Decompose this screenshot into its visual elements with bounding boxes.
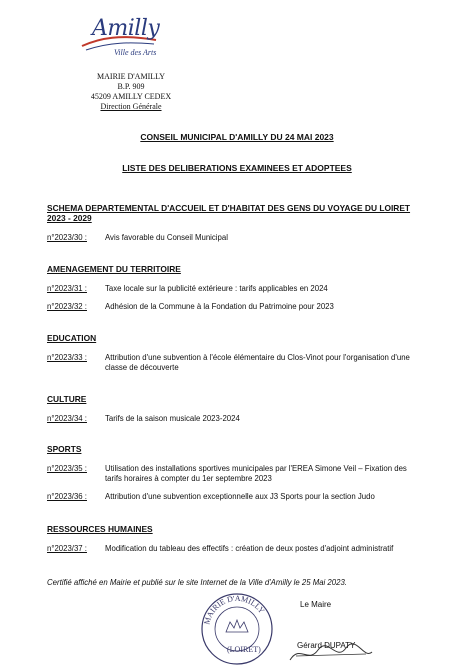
section-amenagement: [47, 264, 417, 312]
section-gens-du-voyage: [47, 203, 417, 243]
deliberation-item: [47, 544, 417, 554]
logo-word: Amilly: [92, 16, 160, 41]
deliberation-item: [47, 233, 417, 243]
deliberation-item: [47, 302, 417, 312]
section-heading: SCHEMA DEPARTEMENTAL D'ACCUEIL ET D'HABITAT DES GENS DU VOYAGE DU LOIRET 2023 - 2029: [47, 203, 411, 223]
document-title: CONSEIL MUNICIPAL D'AMILLY DU 24 MAI 2023: [140, 132, 334, 142]
deliberation-number: n°2023/32 :: [47, 302, 87, 311]
deliberation-text: Modification du tableau des effectifs : création de deux postes d'adjoint administratif: [105, 544, 394, 553]
deliberation-text: Attribution d'une subvention exceptionnelle aux J3 Sports pour la section Judo: [105, 492, 375, 501]
deliberation-text: Utilisation des installations sportives municipales par l'EREA Simone Veil – Fixation des tarifs horaires à compter du 1er septembre 2023: [105, 464, 407, 483]
deliberation-number: n°2023/30 :: [47, 233, 87, 242]
svg-text:MAIRIE D'AMILLY: [202, 594, 266, 626]
seal-text: MAIRIE D'AMILLY: [202, 593, 267, 626]
address-line: 45209 AMILLY CEDEX: [90, 92, 172, 101]
deliberation-text: Adhésion de la Commune à la Fondation du Patrimoine pour 2023: [105, 302, 334, 311]
deliberation-number: n°2023/36 :: [47, 492, 87, 501]
amilly-logo: [80, 12, 160, 64]
certification-note: Certifié affiché en Mairie et publié sur le site Internet de la Ville d'Amilly le 25 Mai 2023.: [47, 578, 347, 587]
logo-subtitle: Ville des Arts: [114, 48, 157, 57]
section-heading: SPORTS: [47, 444, 82, 454]
deliberation-text: Avis favorable du Conseil Municipal: [105, 233, 228, 242]
deliberation-number: n°2023/35 :: [47, 464, 87, 473]
address-block: [86, 72, 176, 112]
deliberation-item: [47, 353, 417, 373]
deliberation-text: Tarifs de la saison musicale 2023-2024: [105, 414, 240, 423]
address-line: B.P. 909: [117, 82, 145, 91]
seal-bottom-text: (LOIRET): [227, 645, 261, 654]
signatory-role: Le Maire: [300, 600, 332, 609]
address-line: MAIRIE D'AMILLY: [97, 72, 165, 81]
deliberation-text: Attribution d'une subvention à l'école élémentaire du Clos-Vinot pour l'organisation d'une classe de découverte: [105, 353, 410, 372]
section-heading: EDUCATION: [47, 333, 97, 343]
section-heading: AMENAGEMENT DU TERRITOIRE: [47, 264, 181, 274]
section-heading: CULTURE: [47, 394, 87, 404]
section-heading: RESSOURCES HUMAINES: [47, 524, 153, 534]
deliberation-item: [47, 284, 417, 294]
deliberation-text: Taxe locale sur la publicité extérieure : tarifs applicables en 2024: [105, 284, 328, 293]
deliberation-item: [47, 492, 417, 502]
deliberation-number: n°2023/31 :: [47, 284, 87, 293]
address-department: Direction Générale: [100, 102, 162, 111]
section-ressources-humaines: [47, 524, 417, 554]
deliberation-number: n°2023/33 :: [47, 353, 87, 362]
official-seal-icon: [200, 592, 274, 666]
section-education: [47, 333, 417, 373]
section-sports: [47, 444, 417, 502]
deliberation-item: [47, 414, 417, 424]
document-subtitle: LISTE DES DELIBERATIONS EXAMINEES ET ADOPTEES: [122, 163, 352, 173]
deliberation-item: [47, 464, 417, 484]
section-culture: [47, 394, 417, 424]
deliberation-number: n°2023/34 :: [47, 414, 87, 423]
deliberation-number: n°2023/37 :: [47, 544, 87, 553]
signatory-name: Gérard DUPATY: [297, 641, 356, 650]
